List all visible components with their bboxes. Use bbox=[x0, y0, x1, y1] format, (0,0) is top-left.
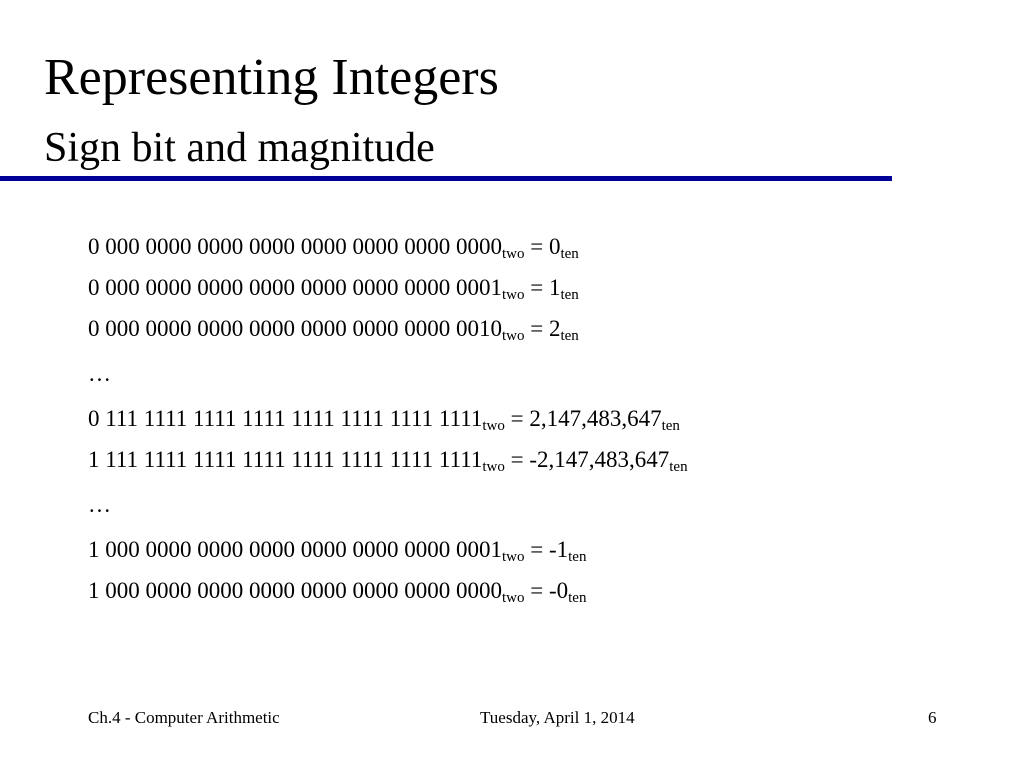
binary-bits: 0 000 0000 0000 0000 0000 0000 0000 0010 bbox=[88, 316, 502, 341]
base-subscript: ten bbox=[661, 418, 680, 434]
binary-bits: 0 111 1111 1111 1111 1111 1111 1111 1111 bbox=[88, 406, 483, 431]
decimal-value: = 0 bbox=[524, 234, 561, 259]
base-subscript: two bbox=[502, 246, 525, 262]
binary-bits: 1 000 0000 0000 0000 0000 0000 0000 0001 bbox=[88, 537, 502, 562]
base-subscript: ten bbox=[560, 328, 579, 344]
binary-bits: 1 111 1111 1111 1111 1111 1111 1111 1111 bbox=[88, 447, 483, 472]
decimal-value: = -1 bbox=[524, 537, 569, 562]
binary-line bbox=[88, 570, 988, 611]
base-subscript: two bbox=[502, 549, 525, 565]
binary-bits: 1 000 0000 0000 0000 0000 0000 0000 0000 bbox=[88, 578, 502, 603]
base-subscript: ten bbox=[560, 287, 579, 303]
base-subscript: two bbox=[482, 418, 505, 434]
base-subscript: ten bbox=[568, 549, 587, 565]
binary-line bbox=[88, 439, 988, 480]
base-subscript: ten bbox=[568, 590, 587, 606]
footer-date: Tuesday, April 1, 2014 bbox=[480, 708, 635, 727]
binary-bits: 0 000 0000 0000 0000 0000 0000 0000 0001 bbox=[88, 275, 502, 300]
binary-line bbox=[88, 226, 988, 267]
binary-line bbox=[88, 398, 988, 439]
base-subscript: two bbox=[502, 590, 525, 606]
base-subscript: two bbox=[502, 287, 525, 303]
ellipsis-line: … bbox=[88, 361, 111, 386]
base-subscript: two bbox=[482, 459, 505, 475]
decimal-value: = 1 bbox=[524, 275, 561, 300]
footer-chapter: Ch.4 - Computer Arithmetic bbox=[88, 708, 280, 727]
title-divider bbox=[0, 176, 892, 181]
slide-title: Representing Integers bbox=[44, 49, 499, 106]
decimal-value: = 2 bbox=[524, 316, 561, 341]
binary-line bbox=[88, 308, 988, 349]
base-subscript: two bbox=[502, 328, 525, 344]
binary-bits: 0 000 0000 0000 0000 0000 0000 0000 0000 bbox=[88, 234, 502, 259]
binary-line bbox=[88, 267, 988, 308]
binary-representation-list bbox=[88, 226, 988, 611]
decimal-value: = 2,147,483,647 bbox=[504, 406, 662, 431]
slide-number: 6 bbox=[928, 708, 937, 727]
decimal-value: = -2,147,483,647 bbox=[504, 447, 670, 472]
decimal-value: = -0 bbox=[524, 578, 569, 603]
binary-line bbox=[88, 529, 988, 570]
base-subscript: ten bbox=[560, 246, 579, 262]
base-subscript: ten bbox=[669, 459, 688, 475]
ellipsis-line: … bbox=[88, 492, 111, 517]
slide-subtitle: Sign bit and magnitude bbox=[44, 125, 435, 171]
